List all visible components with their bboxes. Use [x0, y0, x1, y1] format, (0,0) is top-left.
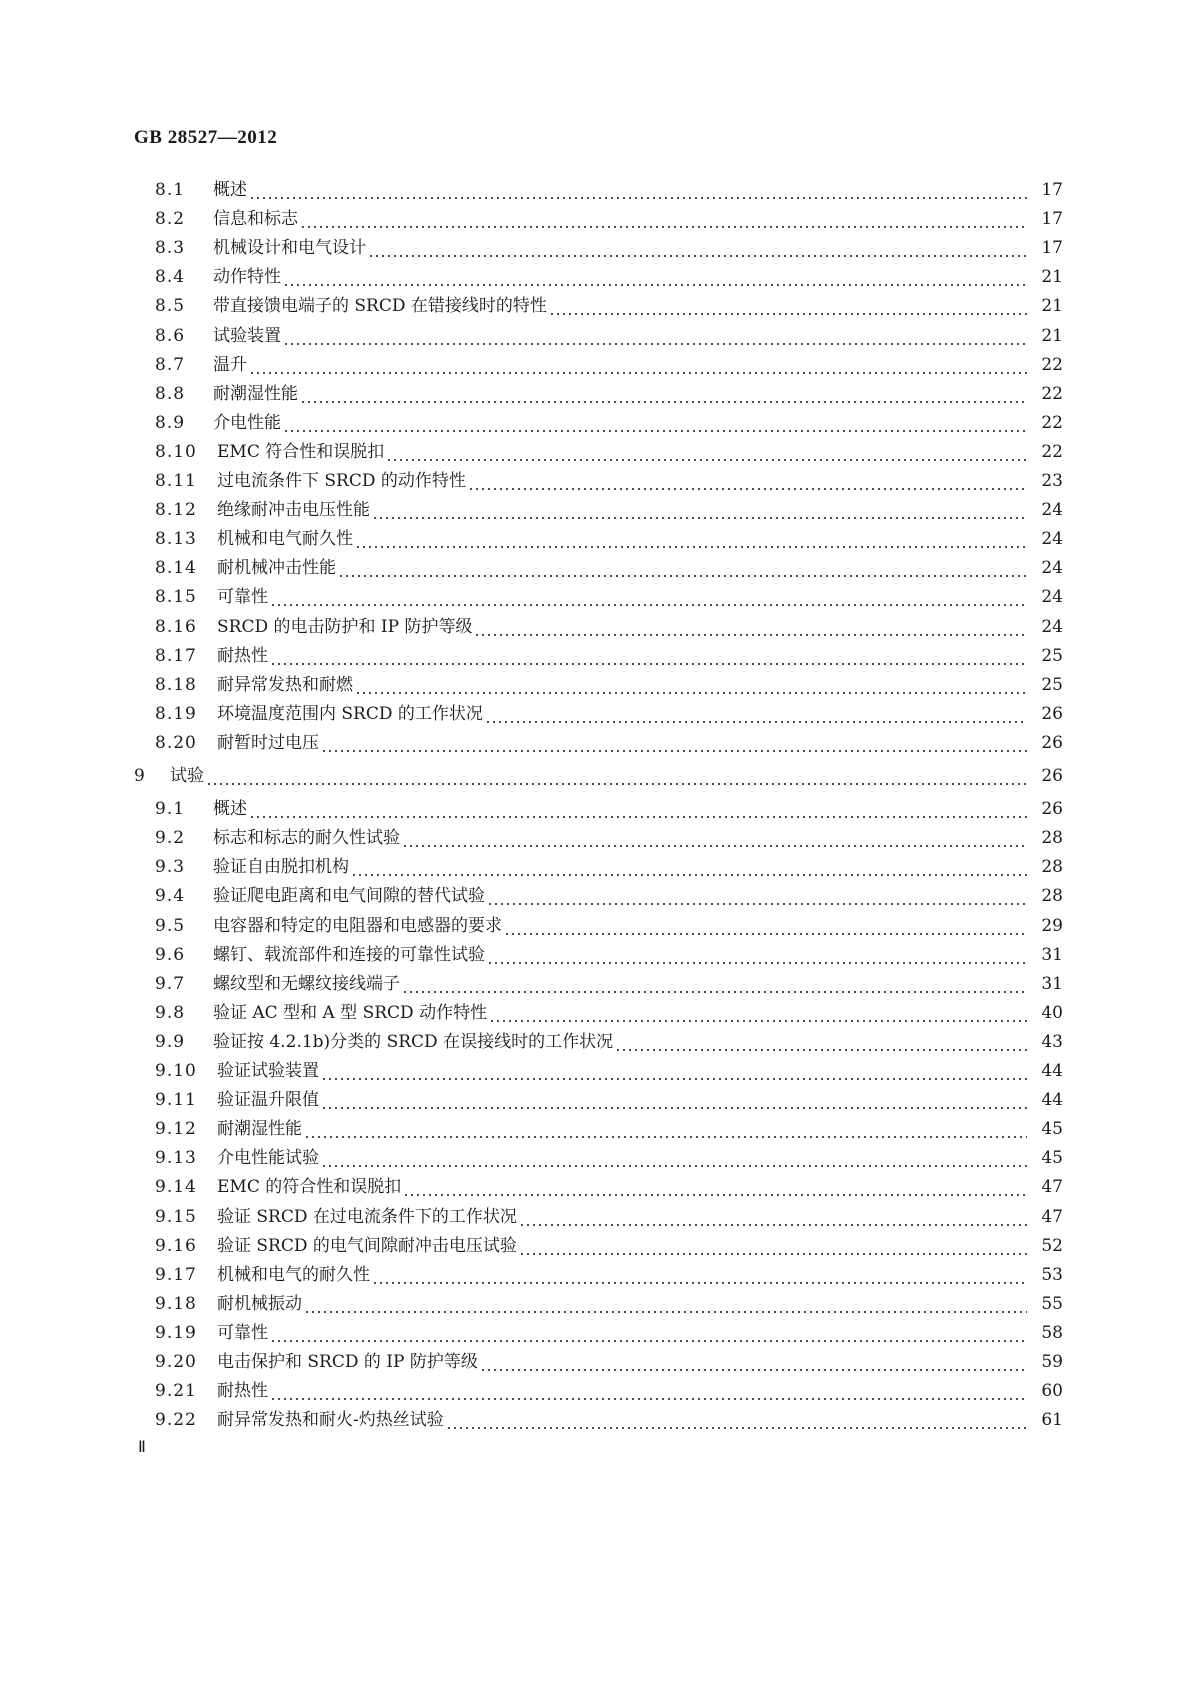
toc-entry[interactable] — [155, 1263, 1063, 1287]
toc-entry-page: 21 — [1041, 326, 1063, 346]
dot-leader — [338, 556, 1027, 580]
toc-entry[interactable] — [155, 914, 1063, 938]
dot-leader — [355, 673, 1027, 697]
toc-entry-title: 电容器和特定的电阻器和电感器的要求 — [213, 916, 502, 936]
toc-entry-title: 验证 SRCD 的电气间隙耐冲击电压试验 — [217, 1236, 517, 1256]
toc-entry-number: 9.18 — [155, 1294, 197, 1314]
toc-entry-page: 47 — [1041, 1207, 1063, 1227]
toc-entry[interactable] — [155, 644, 1063, 668]
toc-entry-number: 8.9 — [155, 413, 186, 433]
toc-entry-page: 26 — [1041, 799, 1063, 819]
toc-entry-number: 9.14 — [155, 1177, 197, 1197]
toc-entry-page: 59 — [1041, 1352, 1063, 1372]
dot-leader — [270, 585, 1027, 609]
toc-entry-page: 40 — [1041, 1003, 1063, 1023]
dot-leader — [321, 1059, 1027, 1083]
toc-entry[interactable] — [155, 556, 1063, 580]
dot-leader — [487, 943, 1027, 967]
toc-entry-page: 43 — [1041, 1032, 1063, 1052]
toc-entry-title: 带直接馈电端子的 SRCD 在错接线时的特性 — [213, 296, 547, 316]
toc-entry-title: 耐潮湿性能 — [217, 1119, 302, 1139]
toc-entry[interactable] — [155, 615, 1063, 639]
toc-entry-number: 8.14 — [155, 558, 197, 578]
dot-leader — [386, 440, 1027, 464]
toc-entry-number: 8.12 — [155, 500, 197, 520]
toc-entry-number: 9.8 — [155, 1003, 186, 1023]
toc-entry-page: 25 — [1041, 675, 1063, 695]
toc-entry-title: 环境温度范围内 SRCD 的工作状况 — [217, 704, 483, 724]
toc-entry-page: 28 — [1041, 828, 1063, 848]
toc-entry[interactable] — [155, 1292, 1063, 1316]
toc-entry-page: 21 — [1041, 296, 1063, 316]
toc-entry-page: 24 — [1041, 558, 1063, 578]
dot-leader — [549, 294, 1027, 318]
toc-entry-title: 验证爬电距离和电气间隙的替代试验 — [213, 886, 485, 906]
toc-entry[interactable] — [155, 294, 1063, 318]
dot-leader — [519, 1205, 1027, 1229]
toc-entry-number: 9.7 — [155, 974, 186, 994]
toc-entry[interactable] — [155, 943, 1063, 967]
dot-leader — [519, 1234, 1027, 1258]
toc-entry-page: 22 — [1041, 355, 1063, 375]
toc-entry-title: 机械和电气的耐久性 — [217, 1265, 370, 1285]
dot-leader — [402, 826, 1027, 850]
toc-entry-number: 8.6 — [155, 326, 186, 346]
toc-entry-title: 可靠性 — [217, 587, 268, 607]
toc-entry-number: 9.22 — [155, 1410, 197, 1430]
toc-entry-number: 9.6 — [155, 945, 186, 965]
toc-entry-page: 17 — [1041, 238, 1063, 258]
toc-entry-title: 耐异常发热和耐燃 — [217, 675, 353, 695]
toc-entry[interactable] — [155, 411, 1063, 435]
toc-entry-number: 9.20 — [155, 1352, 197, 1372]
toc-entry-number: 9.15 — [155, 1207, 197, 1227]
toc-entry-title: 试验 — [170, 766, 204, 786]
toc-entry[interactable] — [155, 1088, 1063, 1112]
dot-leader — [402, 972, 1027, 996]
toc-entry[interactable] — [155, 855, 1063, 879]
toc-entry-number: 9.17 — [155, 1265, 197, 1285]
toc-entry[interactable] — [155, 1059, 1063, 1083]
toc-entry-number: 9.10 — [155, 1061, 197, 1081]
toc-entry-number: 8.17 — [155, 646, 197, 666]
toc-entry-title: 电击保护和 SRCD 的 IP 防护等级 — [217, 1352, 478, 1372]
toc-entry-number: 9.19 — [155, 1323, 197, 1343]
dot-leader — [351, 855, 1027, 879]
toc-entry-number: 8.3 — [155, 238, 186, 258]
dot-leader — [304, 1292, 1027, 1316]
toc-entry-title: 过电流条件下 SRCD 的动作特性 — [217, 471, 466, 491]
toc-entry[interactable] — [155, 972, 1063, 996]
dot-leader — [300, 382, 1027, 406]
toc-entry-number: 8.13 — [155, 529, 197, 549]
toc-entry-number: 8.4 — [155, 267, 186, 287]
toc-entry[interactable] — [155, 826, 1063, 850]
toc-entry-page: 28 — [1041, 886, 1063, 906]
toc-entry[interactable] — [155, 1234, 1063, 1258]
toc-entry-title: 机械和电气耐久性 — [217, 529, 353, 549]
dot-leader — [372, 1263, 1027, 1287]
toc-entry-title: SRCD 的电击防护和 IP 防护等级 — [217, 617, 473, 637]
toc-entry-page: 29 — [1041, 916, 1063, 936]
toc-entry-page: 61 — [1041, 1410, 1063, 1430]
toc-entry-title: 验证试验装置 — [217, 1061, 319, 1081]
toc-entry[interactable] — [155, 498, 1063, 522]
dot-leader — [270, 1379, 1027, 1403]
toc-entry-number: 9 — [134, 766, 146, 786]
toc-entry-number: 8.19 — [155, 704, 197, 724]
toc-entry[interactable] — [155, 1408, 1063, 1432]
dot-leader — [283, 324, 1027, 348]
toc-entry-page: 26 — [1041, 704, 1063, 724]
toc-entry-page: 17 — [1041, 209, 1063, 229]
toc-entry[interactable] — [155, 353, 1063, 377]
toc-entry-number: 8.2 — [155, 209, 186, 229]
dot-leader — [270, 644, 1027, 668]
dot-leader — [283, 265, 1027, 289]
dot-leader — [321, 1146, 1027, 1170]
toc-entry[interactable] — [155, 673, 1063, 697]
dot-leader — [368, 236, 1027, 260]
toc-entry-number: 8.8 — [155, 384, 186, 404]
toc-entry[interactable] — [155, 207, 1063, 231]
toc-entry-number: 8.5 — [155, 296, 186, 316]
toc-entry-title: 验证自由脱扣机构 — [213, 857, 349, 877]
toc-entry-title: 概述 — [213, 799, 247, 819]
toc-entry-title: 耐机械冲击性能 — [217, 558, 336, 578]
dot-leader — [300, 207, 1027, 231]
dot-leader — [321, 1088, 1027, 1112]
toc-entry[interactable] — [155, 469, 1063, 493]
toc-entry-page: 47 — [1041, 1177, 1063, 1197]
dot-leader — [304, 1117, 1027, 1141]
toc-entry-number: 9.4 — [155, 886, 186, 906]
toc-entry-title: 介电性能试验 — [217, 1148, 319, 1168]
dot-leader — [321, 731, 1027, 755]
dot-leader — [372, 498, 1027, 522]
toc-entry-title: 信息和标志 — [213, 209, 298, 229]
toc-entry-page: 45 — [1041, 1119, 1063, 1139]
document-code: GB 28527—2012 — [134, 127, 278, 148]
dot-leader — [485, 702, 1027, 726]
toc-entry[interactable] — [155, 1117, 1063, 1141]
toc-entry-title: 概述 — [213, 180, 247, 200]
toc-entry[interactable] — [155, 1379, 1063, 1403]
toc-entry[interactable] — [155, 236, 1063, 260]
toc-entry[interactable] — [155, 1205, 1063, 1229]
dot-leader — [355, 527, 1027, 551]
dot-leader — [249, 797, 1027, 821]
toc-entry[interactable] — [134, 764, 1063, 788]
dot-leader — [474, 615, 1027, 639]
toc-entry-title: EMC 的符合性和误脱扣 — [217, 1177, 402, 1197]
dot-leader — [206, 764, 1027, 788]
toc-entry-page: 44 — [1041, 1061, 1063, 1081]
toc-entry[interactable] — [155, 1350, 1063, 1374]
toc-entry-number: 9.1 — [155, 799, 186, 819]
toc-entry-page: 31 — [1041, 945, 1063, 965]
toc-entry-title: EMC 符合性和误脱扣 — [217, 442, 385, 462]
toc-entry-title: 机械设计和电气设计 — [213, 238, 366, 258]
toc-entry-number: 8.16 — [155, 617, 197, 637]
toc-entry[interactable] — [155, 1146, 1063, 1170]
toc-entry-page: 22 — [1041, 413, 1063, 433]
dot-leader — [403, 1175, 1027, 1199]
toc-entry-title: 绝缘耐冲击电压性能 — [217, 500, 370, 520]
toc-entry-title: 验证温升限值 — [217, 1090, 319, 1110]
toc-entry-page: 58 — [1041, 1323, 1063, 1343]
toc-entry-number: 8.7 — [155, 355, 186, 375]
toc-entry-number: 8.10 — [155, 442, 197, 462]
toc-entry-title: 螺纹型和无螺纹接线端子 — [213, 974, 400, 994]
toc-entry-title: 动作特性 — [213, 267, 281, 287]
toc-entry-page: 25 — [1041, 646, 1063, 666]
toc-entry-number: 8.20 — [155, 733, 197, 753]
toc-entry-page: 21 — [1041, 267, 1063, 287]
toc-entry-title: 耐热性 — [217, 646, 268, 666]
toc-entry-page: 53 — [1041, 1265, 1063, 1285]
toc-entry[interactable] — [155, 1321, 1063, 1345]
toc-entry-number: 8.11 — [155, 471, 197, 491]
toc-entry-title: 耐暂时过电压 — [217, 733, 319, 753]
toc-entry-number: 9.9 — [155, 1032, 186, 1052]
toc-entry-number: 9.5 — [155, 916, 186, 936]
toc-entry-page: 24 — [1041, 587, 1063, 607]
toc-entry[interactable] — [155, 1001, 1063, 1025]
toc-entry-page: 26 — [1041, 766, 1063, 786]
toc-entry[interactable] — [155, 178, 1063, 202]
toc-entry-title: 耐热性 — [217, 1381, 268, 1401]
toc-entry-title: 验证 SRCD 在过电流条件下的工作状况 — [217, 1207, 517, 1227]
toc-entry-title: 可靠性 — [217, 1323, 268, 1343]
toc-entry-title: 螺钉、载流部件和连接的可靠性试验 — [213, 945, 485, 965]
toc-entry-page: 23 — [1041, 471, 1063, 491]
toc-entry-title: 试验装置 — [213, 326, 281, 346]
dot-leader — [615, 1030, 1027, 1054]
toc-entry-number: 8.15 — [155, 587, 197, 607]
toc-entry-title: 耐异常发热和耐火-灼热丝试验 — [217, 1410, 444, 1430]
toc-entry[interactable] — [155, 440, 1063, 464]
toc-entry[interactable] — [155, 1175, 1063, 1199]
toc-entry[interactable] — [155, 884, 1063, 908]
toc-entry[interactable] — [155, 585, 1063, 609]
toc-entry-number: 9.13 — [155, 1148, 197, 1168]
dot-leader — [480, 1350, 1027, 1374]
toc-entry-page: 24 — [1041, 500, 1063, 520]
page-number: Ⅱ — [138, 1439, 146, 1456]
toc-entry-number: 9.3 — [155, 857, 186, 877]
toc-entry-number: 9.11 — [155, 1090, 197, 1110]
toc-entry-page: 17 — [1041, 180, 1063, 200]
dot-leader — [489, 1001, 1027, 1025]
dot-leader — [283, 411, 1027, 435]
toc-entry[interactable] — [155, 1030, 1063, 1054]
toc-entry-number: 8.1 — [155, 180, 186, 200]
toc-entry[interactable] — [155, 527, 1063, 551]
toc-entry-page: 24 — [1041, 529, 1063, 549]
toc-entry-page: 24 — [1041, 617, 1063, 637]
toc-entry-page: 55 — [1041, 1294, 1063, 1314]
toc-entry-title: 标志和标志的耐久性试验 — [213, 828, 400, 848]
toc-entry-title: 耐机械振动 — [217, 1294, 302, 1314]
dot-leader — [468, 469, 1027, 493]
dot-leader — [249, 178, 1027, 202]
toc-entry-page: 52 — [1041, 1236, 1063, 1256]
toc-entry-page: 45 — [1041, 1148, 1063, 1168]
toc-entry-number: 9.16 — [155, 1236, 197, 1256]
toc-entry-page: 28 — [1041, 857, 1063, 877]
dot-leader — [270, 1321, 1027, 1345]
toc-entry-title: 耐潮湿性能 — [213, 384, 298, 404]
toc-entry[interactable] — [155, 731, 1063, 755]
dot-leader — [249, 353, 1027, 377]
dot-leader — [504, 914, 1027, 938]
toc-entry-number: 9.21 — [155, 1381, 197, 1401]
toc-entry-number: 8.18 — [155, 675, 197, 695]
toc-entry[interactable] — [155, 324, 1063, 348]
toc-entry-page: 44 — [1041, 1090, 1063, 1110]
toc-entry[interactable] — [155, 702, 1063, 726]
dot-leader — [446, 1408, 1027, 1432]
dot-leader — [487, 884, 1027, 908]
toc-entry[interactable] — [155, 382, 1063, 406]
toc-entry[interactable] — [155, 265, 1063, 289]
toc-entry-title: 介电性能 — [213, 413, 281, 433]
toc-entry-page: 60 — [1041, 1381, 1063, 1401]
toc-entry-title: 温升 — [213, 355, 247, 375]
toc-entry-page: 22 — [1041, 442, 1063, 462]
toc-entry-number: 9.12 — [155, 1119, 197, 1139]
toc-entry-number: 9.2 — [155, 828, 186, 848]
toc-entry-title: 验证 AC 型和 A 型 SRCD 动作特性 — [213, 1003, 488, 1023]
toc-entry-title: 验证按 4.2.1b)分类的 SRCD 在误接线时的工作状况 — [213, 1032, 614, 1052]
toc-entry-page: 31 — [1041, 974, 1063, 994]
toc-entry-page: 26 — [1041, 733, 1063, 753]
toc-entry[interactable] — [155, 797, 1063, 821]
toc-entry-page: 22 — [1041, 384, 1063, 404]
